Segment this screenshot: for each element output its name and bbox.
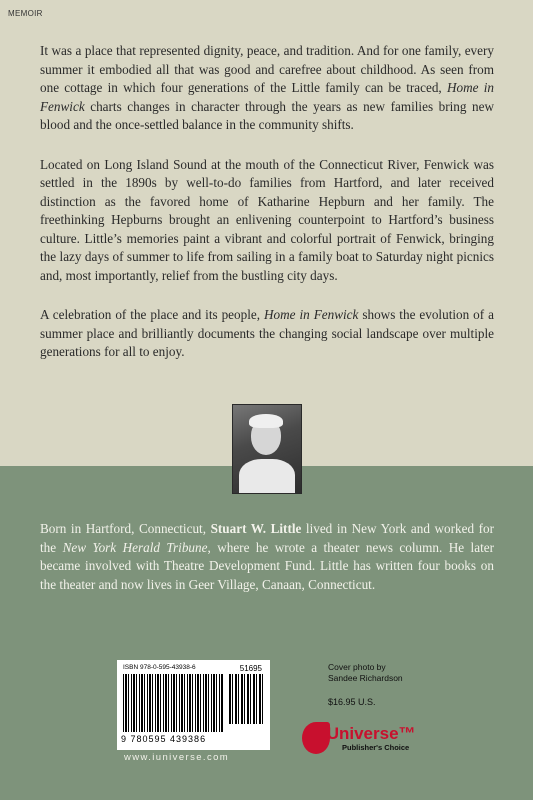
blurb-paragraph-3: A celebration of the place and its people, Home in Fenwick shows the evolution of a summer place and brilliantly documents the changing social landscape over multiple generations for all to enjoy. xyxy=(40,307,494,359)
book-title: Home in Fenwick xyxy=(264,307,359,322)
blurb-paragraph-1: It was a place that represented dignity, peace, and tradition. And for one family, every summer it embodied all that was good and carefree about childhood. As seen from one cottage in which four generations of the Little family can be traced, Home in Fenwick charts changes in character through the years as new families bring new blood and the once-settled balance in the community shifts. xyxy=(40,43,494,132)
publisher-name: iUniverse™ xyxy=(322,724,416,743)
publisher-tagline: Publisher's Choice xyxy=(342,743,410,752)
publisher-logo xyxy=(300,718,440,758)
blurb-paragraph-2: Located on Long Island Sound at the mouth of the Connecticut River, Fenwick was settled in the 1890s by well-to-do families from Hartford, and later received distinction as the favored home of Katharine Hepburn and her family. The freethinking Hepburns brought an enlivening counterpoint to Hartford’s business culture. Little’s memories paint a vibrant and colorful portrait of Fenwick, bringing the lazy days of summer to life from sailing in a family boat to Saturday night picnics and, most importantly, relief from the bustling city days. xyxy=(40,156,494,283)
newspaper-name: New York Herald Tribune xyxy=(62,539,208,555)
book-title: Home in Fenwick xyxy=(40,80,494,114)
ean-number: 9 780595 439386 xyxy=(121,734,207,744)
publisher-url: www.iuniverse.com xyxy=(124,752,230,763)
barcode xyxy=(117,660,270,750)
price-barcode-bars xyxy=(229,674,264,724)
book-blurb xyxy=(40,42,494,383)
barcode-bars xyxy=(123,674,223,732)
author-photo xyxy=(232,404,302,494)
price: $16.95 U.S. xyxy=(328,697,376,707)
category-label: MEMOIR xyxy=(8,9,43,18)
price-code: 51695 xyxy=(239,664,262,673)
author-name: Stuart W. Little xyxy=(210,521,302,536)
isbn-number: ISBN 978-0-595-43938-6 xyxy=(123,664,196,671)
author-bio: Born in Hartford, Connecticut, Stuart W. Little lived in New York and worked for the New York Herald Tribune, where he wrote a theater news column. He later became involved with Theatre Development Fund. Little has written four books on the theater and now lives in Geer Village, Canaan, Connecticut. xyxy=(40,521,494,592)
cover-credit: Cover photo by Sandee Richardson xyxy=(328,662,403,683)
